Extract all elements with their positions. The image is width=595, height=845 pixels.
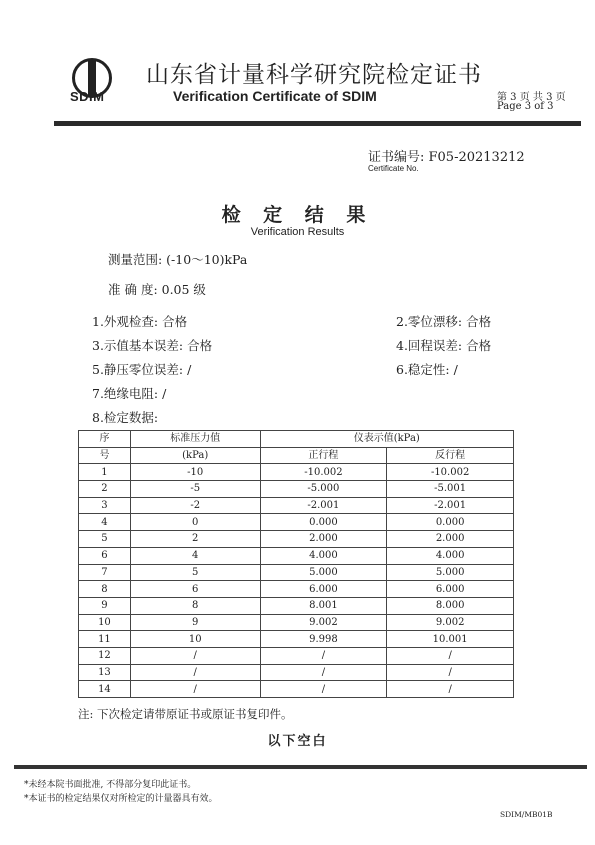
table-header-standard-unit: (kPa) xyxy=(130,447,260,464)
table-cell-std: 10 xyxy=(130,631,260,648)
table-cell-n: 8 xyxy=(79,581,131,598)
table-cell-rev: / xyxy=(387,664,514,681)
table-cell-rev: 0.000 xyxy=(387,514,514,531)
form-code: SDIM/MB01B xyxy=(500,810,553,819)
table-row xyxy=(79,547,514,564)
table-header-indication: 仪表示值(kPa) xyxy=(260,431,513,448)
note: 注: 下次检定请带原证书或原证书复印件。 xyxy=(78,707,293,721)
table-cell-n: 2 xyxy=(79,481,131,498)
table-cell-rev: 10.001 xyxy=(387,631,514,648)
table-cell-rev: / xyxy=(387,647,514,664)
table-cell-std: 8 xyxy=(130,597,260,614)
result-item: 3.示值基本误差: 合格 xyxy=(92,338,213,353)
table-cell-fwd: 9.998 xyxy=(260,631,387,648)
table-cell-fwd: -2.001 xyxy=(260,497,387,514)
table-row xyxy=(79,531,514,548)
table-cell-std: 9 xyxy=(130,614,260,631)
certificate-number-label-en: Certificate No. xyxy=(368,164,419,173)
table-cell-fwd: 0.000 xyxy=(260,514,387,531)
table-cell-std: 2 xyxy=(130,531,260,548)
table-cell-n: 9 xyxy=(79,597,131,614)
table-cell-rev: 5.000 xyxy=(387,564,514,581)
table-cell-fwd: 6.000 xyxy=(260,581,387,598)
table-cell-n: 5 xyxy=(79,531,131,548)
table-cell-std: -5 xyxy=(130,481,260,498)
table-cell-rev: 8.000 xyxy=(387,597,514,614)
table-header-seq-2: 号 xyxy=(79,447,131,464)
title-en: Verification Certificate of SDIM xyxy=(173,88,377,104)
table-row xyxy=(79,497,514,514)
result-item: 6.稳定性: / xyxy=(396,362,458,377)
verification-data-table xyxy=(78,430,514,698)
table-cell-n: 11 xyxy=(79,631,131,648)
result-item: 7.绝缘电阻: / xyxy=(92,386,167,401)
table-row xyxy=(79,631,514,648)
table-cell-rev: 4.000 xyxy=(387,547,514,564)
table-cell-fwd: 9.002 xyxy=(260,614,387,631)
page-number-en: Page 3 of 3 xyxy=(497,101,554,112)
table-cell-fwd: / xyxy=(260,664,387,681)
table-cell-fwd: 4.000 xyxy=(260,547,387,564)
table-row xyxy=(79,647,514,664)
table-cell-std: -2 xyxy=(130,497,260,514)
table-row xyxy=(79,514,514,531)
table-cell-std: / xyxy=(130,681,260,698)
table-header-reverse: 反行程 xyxy=(387,447,514,464)
blank-below-marker: 以下空白 xyxy=(267,734,328,749)
table-cell-fwd: 2.000 xyxy=(260,531,387,548)
logo-text: SDIM xyxy=(70,89,105,104)
table-cell-n: 10 xyxy=(79,614,131,631)
table-row xyxy=(79,564,514,581)
results-title-cn: 检 定 结 果 xyxy=(221,204,374,226)
table-cell-rev: 9.002 xyxy=(387,614,514,631)
table-row xyxy=(79,464,514,481)
measurement-range: 测量范围: (-10～10)kPa xyxy=(108,252,248,267)
data-label: 8.检定数据: xyxy=(92,410,159,425)
result-item: 2.零位漂移: 合格 xyxy=(396,314,492,329)
table-cell-rev: -10.002 xyxy=(387,464,514,481)
table-cell-n: 7 xyxy=(79,564,131,581)
table-cell-rev: 2.000 xyxy=(387,531,514,548)
table-cell-std: 6 xyxy=(130,581,260,598)
table-cell-rev: / xyxy=(387,681,514,698)
table-cell-n: 1 xyxy=(79,464,131,481)
table-cell-fwd: / xyxy=(260,647,387,664)
title-cn: 山东省计量科学研究院检定证书 xyxy=(146,62,482,88)
table-row xyxy=(79,681,514,698)
table-row xyxy=(79,481,514,498)
footer-rule xyxy=(14,765,587,769)
header-rule xyxy=(54,121,581,126)
page-number-cn: 第 3 页 共 3 页 xyxy=(497,92,566,103)
table-cell-std: 0 xyxy=(130,514,260,531)
table-cell-fwd: 5.000 xyxy=(260,564,387,581)
table-row xyxy=(79,614,514,631)
table-cell-rev: 6.000 xyxy=(387,581,514,598)
result-item: 5.静压零位误差: / xyxy=(92,362,192,377)
table-row xyxy=(79,581,514,598)
result-item: 4.回程误差: 合格 xyxy=(396,338,492,353)
footer-line-1: *未经本院书面批准, 不得部分复印此证书。 xyxy=(24,780,197,790)
table-cell-n: 4 xyxy=(79,514,131,531)
table-cell-std: -10 xyxy=(130,464,260,481)
table-header-forward: 正行程 xyxy=(260,447,387,464)
table-cell-std: / xyxy=(130,647,260,664)
accuracy-class: 准 确 度: 0.05 级 xyxy=(108,282,206,297)
table-header-seq: 序 xyxy=(79,431,131,448)
result-item: 1.外观检查: 合格 xyxy=(92,314,188,329)
table-cell-fwd: -5.000 xyxy=(260,481,387,498)
table-cell-std: 4 xyxy=(130,547,260,564)
table-cell-n: 14 xyxy=(79,681,131,698)
table-cell-n: 13 xyxy=(79,664,131,681)
certificate-number: 证书编号: F05-20213212 xyxy=(368,150,525,165)
results-title-en: Verification Results xyxy=(250,226,345,238)
table-cell-rev: -2.001 xyxy=(387,497,514,514)
table-row xyxy=(79,597,514,614)
table-cell-n: 3 xyxy=(79,497,131,514)
table-cell-n: 12 xyxy=(79,647,131,664)
table-cell-fwd: -10.002 xyxy=(260,464,387,481)
table-cell-fwd: / xyxy=(260,681,387,698)
table-cell-n: 6 xyxy=(79,547,131,564)
table-cell-std: 5 xyxy=(130,564,260,581)
table-cell-fwd: 8.001 xyxy=(260,597,387,614)
table-header-standard: 标准压力值 xyxy=(130,431,260,448)
table-cell-std: / xyxy=(130,664,260,681)
table-row xyxy=(79,664,514,681)
table-cell-rev: -5.001 xyxy=(387,481,514,498)
footer-line-2: *本证书的检定结果仅对所检定的计量器具有效。 xyxy=(24,794,218,804)
